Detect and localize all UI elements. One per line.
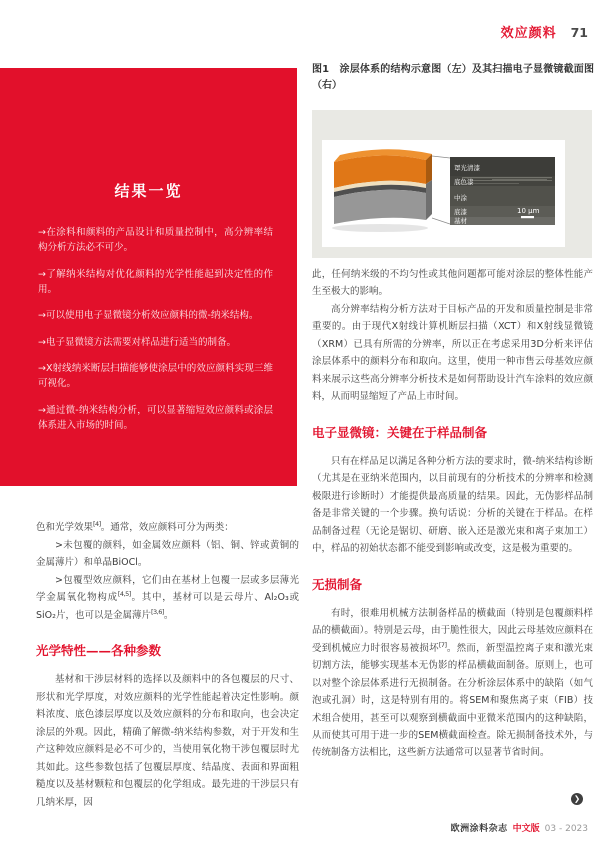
sem-label-primer: 底漆: [454, 208, 467, 216]
results-bullet-list: [38, 225, 273, 433]
sem-label-clearcoat: 罩光清漆: [454, 164, 480, 172]
body-paragraph: [36, 519, 299, 537]
paragraph-text: 只有在样品足以满足各种分析方法的要求时，微-纳米结构诊断（尤其是在亚纳米范围内，以目前现有的分析技术的分辨率和检测极限进行诊断时）才能提供最高质量的结果。因此，无伪影样品制备是非常关键的一个步骤。换句话说：分析的关键在于样品。在样品制备过程（无论是锯切、研磨、嵌入还是激光束和离子束加工）中，样品的初始状态都不能受到影响或改变，这是极为重要的。: [312, 455, 593, 555]
paragraph-text: 此，任何纳米级的不均匀性或其他问题都可能对涂层的整体性能产生至极大的影响。: [312, 269, 593, 298]
connector-line-bottom: [432, 218, 450, 224]
body-paragraph: [36, 572, 299, 625]
figure-image: [322, 140, 565, 247]
reference-mark: [3,6]: [150, 607, 164, 616]
reference-mark: [4,5]: [117, 590, 131, 599]
section-heading-optical-properties: 光学特性——各种参数: [36, 643, 162, 659]
issue-number: 03 - 2023: [544, 824, 588, 834]
results-box-title: 结果一览: [114, 182, 183, 200]
results-bullet: →X射线纳米断层扫描能够使涂层中的效应颜料实现三维可视化。: [38, 363, 273, 389]
sem-label-midcoat: 中涂: [454, 194, 467, 202]
edition-label: 中文版: [512, 824, 540, 834]
page-number: 71: [570, 25, 588, 40]
body-paragraph: [312, 266, 593, 301]
results-bullet: →在涂料和颜料的产品设计和质量控制中，高分辨率结构分析方法必不可少。: [38, 227, 273, 253]
coating-slab-3d: [334, 149, 432, 224]
paragraph-text: 基材和干涉层材料的选择以及颜料中的各包覆层的尺寸、形状和光学厚度，对效应颜料的光学性能起着决定性影响。颜料浓度、底色漆层厚度以及效应颜料的分布和取向，也会决定涂层的外观。因此，精确了解微-纳米结构参数，对于开发和生产这种效应颜料是必不可少的，当使用氧化物干涉包覆层时尤其如此。这些参数包括了包覆层厚度、结晶度、表面和界面粗糙度以及基材颗粒和包覆层的化学组成。最先进的干涉层只有几纳米厚，因: [36, 674, 299, 808]
section-heading-nondestructive-prep: 无损制备: [312, 576, 363, 592]
results-bullet: →了解纳米结构对优化颜料的光学性能起到决定性的作用。: [38, 268, 273, 295]
slab-shadow: [332, 224, 428, 232]
body-paragraph: [36, 671, 299, 811]
page-header: [501, 22, 588, 41]
page-footer: [451, 821, 588, 834]
paragraph-text: 有时，很难用机械方法制备样品的横截面（特别是包覆颜料样品的横截面）。特别是云母，由于脆性很大，因此云母基效应颜料在受到机械应力时很容易被损坏: [312, 607, 593, 654]
body-paragraph: [312, 453, 593, 558]
results-bullet: →可以使用电子显微镜分析效应颜料的微-纳米结构。: [38, 310, 259, 321]
coating-structure-diagram: [322, 140, 565, 247]
section-title: 效应颜料: [500, 26, 557, 41]
section-heading-electron-microscopy: 电子显微镜：关键在于样品制备: [312, 424, 488, 440]
paragraph-text: 。通常，效应颜料可分为两类：: [100, 522, 234, 534]
body-paragraph: [312, 301, 593, 406]
paragraph-text: 色和光学效果: [36, 522, 94, 534]
sem-scale-label: 10 μm: [517, 207, 540, 215]
sem-label-basecoat: 底色漆: [454, 178, 474, 186]
sem-scale-bar: [521, 216, 534, 218]
paragraph-text: 。然而，新型温控离子束和激光束切割方法，能够实现基本无伪影的样品横截面制备。原则上，也可以对整个涂层体系进行无损制备。在分析涂层体系中的缺陷（如气泡或孔洞）时，这是特别有用的。将SEM和聚焦离子束（FIB）技术组合使用，甚至可以观察到横截面中亚微米范围内的这种缺陷，从而使其可用于进一步的SEM横截面检查。除无损制备技术外，与传统制备方法相比，这些新方法通常可以显著节省时间。: [312, 642, 593, 759]
paragraph-text: 。: [163, 609, 174, 621]
results-bullet: →通过微-纳米结构分析，可以显著缩短效应颜料或涂层体系进入市场的时间。: [38, 404, 273, 431]
body-paragraph: [312, 605, 593, 762]
figure-panel: [312, 110, 592, 258]
results-bullet: →电子显微镜方法需要对样品进行适当的制备。: [38, 336, 236, 348]
figure-caption: 图1 涂层体系的结构示意图（左）及其扫描电子显微镜截面图（右）: [312, 64, 594, 91]
sem-label-substrate: 基材: [454, 217, 467, 225]
reference-mark: [7]: [438, 640, 447, 649]
connector-line-top: [432, 156, 450, 158]
reference-mark: [4]: [93, 520, 101, 528]
results-box: [0, 68, 297, 486]
paragraph-text: >包覆型效应颜料，它们由在基材上包覆一层或多层薄光学金属氧化物构成: [36, 574, 299, 604]
paragraph-text: >未包覆的颜料，如金属效应颜料（铝、铜、锌或黄铜的金属薄片）和单晶BiOCl。: [36, 539, 299, 569]
paragraph-text: 。其中，基材可以是云母片、Al₂O₃或SiO₂片，也可以是金属薄片: [36, 592, 299, 621]
paragraph-text: 高分辨率结构分析方法对于目标产品的开发和质量控制是非常重要的。由于现代X射线计算机断层扫描（XCT）和X射线显微镜（XRM）已具有所需的分辨率，所以正在考虑采用3D分析来评估涂层体系中的颜料分布和取向。这里，使用一种市售云母基效应颜料来展示这些高分辨率分析技术是如何帮助设计汽车涂料的效应颜料，从而明显缩短了产品上市时间。: [312, 303, 593, 403]
journal-name: 欧洲涂料杂志: [450, 824, 508, 834]
article-continues-icon: ❯: [571, 793, 583, 805]
right-text-column: [312, 266, 593, 762]
left-text-column: [36, 519, 299, 811]
sem-cross-section: [450, 157, 555, 225]
body-paragraph: [36, 537, 299, 572]
